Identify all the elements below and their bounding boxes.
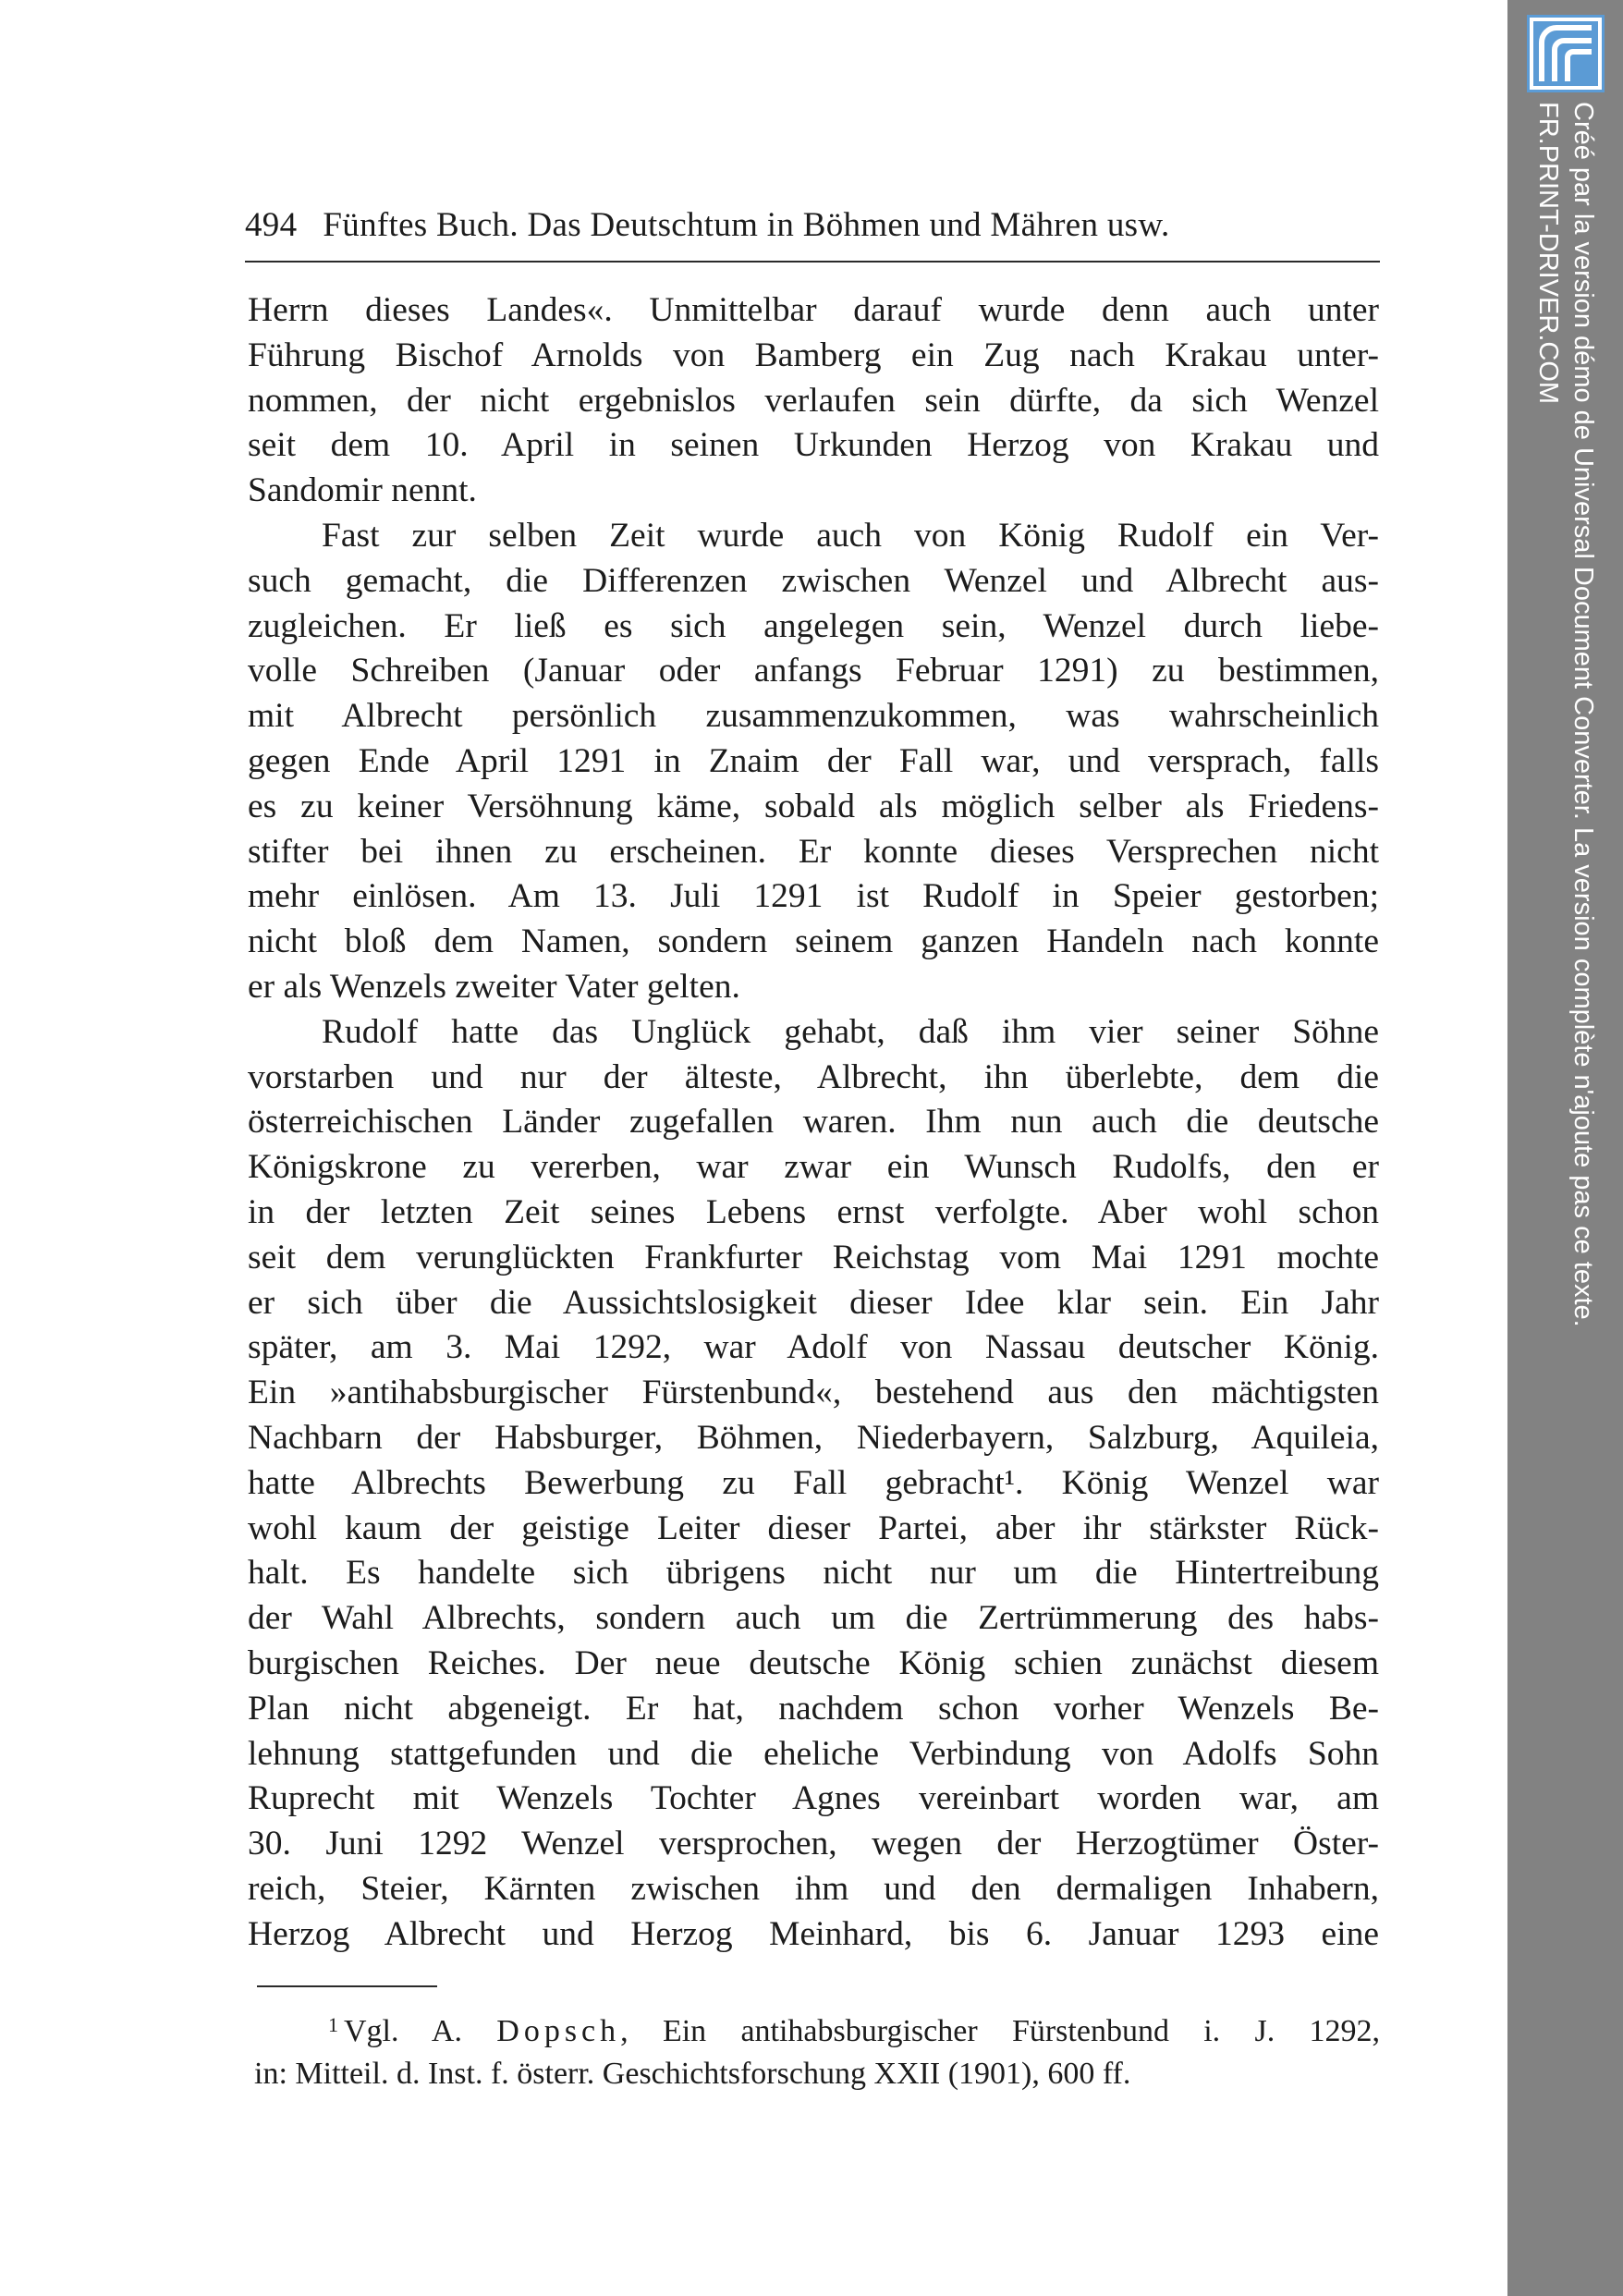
text-line: such gemacht, die Differenzen zwischen Wenzel und Albrecht aus- xyxy=(248,561,1379,600)
text-line: reich, Steier, Kärnten zwischen ihm und den dermaligen Inhabern, xyxy=(248,1869,1379,1908)
text-line: später, am 3. Mai 1292, war Adolf von Nassau deutscher König. xyxy=(248,1328,1379,1367)
paragraph-1 xyxy=(248,288,1379,514)
text-line: Herzog Albrecht und Herzog Meinhard, bis 6. Januar 1293 eine xyxy=(248,1914,1379,1953)
text-line: halt. Es handelte sich übrigens nicht nur um die Hintertreibung xyxy=(248,1554,1379,1593)
text-line: mit Albrecht persönlich zusammenzukommen, was wahrscheinlich xyxy=(248,697,1379,736)
text-line: Rudolf hatte das Unglück gehabt, daß ihm vier seiner Söhne xyxy=(322,1012,1379,1051)
watermark-line-2: FR.PRINT-DRIVER.COM xyxy=(1533,102,1563,405)
text-line: Fast zur selben Zeit wurde auch von König Rudolf ein Ver- xyxy=(322,516,1379,555)
watermark-text xyxy=(1518,102,1614,1414)
text-line: Sandomir nennt. xyxy=(248,471,477,510)
footnote-text: Vgl. A. xyxy=(344,2014,497,2048)
text-line: der Wahl Albrechts, sondern auch um die Zertrümmerung des habs- xyxy=(248,1599,1379,1638)
text-line: wohl kaum der geistige Leiter dieser Partei, aber ihr stärkster Rück- xyxy=(248,1508,1379,1547)
text-line: nicht bloß dem Namen, sondern seinem ganzen Handeln nach konnte xyxy=(248,922,1379,961)
footnote-text: , Ein antihabsburgischer Fürstenbund i. J. 1292, xyxy=(620,2014,1380,2048)
text-line: Plan nicht abgeneigt. Er hat, nachdem schon vorher Wenzels Be- xyxy=(248,1689,1379,1728)
text-line: mehr einlösen. Am 13. Juli 1291 ist Rudolf in Speier gestorben; xyxy=(248,877,1379,916)
text-line: es zu keiner Versöhnung käme, sobald als möglich selber als Friedens- xyxy=(248,787,1379,825)
text-line: Königskrone zu vererben, war zwar ein Wunsch Rudolfs, den er xyxy=(248,1148,1379,1187)
text-line: Ruprecht mit Wenzels Tochter Agnes vereinbart worden war, am xyxy=(248,1779,1379,1818)
footnote-marker: 1 xyxy=(328,2013,338,2036)
text-line: nommen, der nicht ergebnislos verlaufen sein dürfte, da sich Wenzel xyxy=(248,381,1379,420)
footnote-author: Dopsch xyxy=(496,2014,621,2048)
footnote-reference-line: hatte Albrechts Bewerbung zu Fall gebracht¹. König Wenzel war xyxy=(248,1463,1379,1502)
footnote-line-1 xyxy=(254,2004,1380,2053)
watermark-line-1: Créé par la version démo de Universal Document Converter. La version complète n'ajoute pas ce texte. xyxy=(1568,102,1598,1327)
paragraph-3 xyxy=(248,1010,1379,1958)
document-converter-logo-icon xyxy=(1527,15,1605,92)
text-line: 30. Juni 1292 Wenzel versprochen, wegen der Herzogtümer Öster- xyxy=(248,1825,1379,1863)
footnote xyxy=(254,2004,1380,2095)
footnote-rule xyxy=(257,1985,437,1987)
text-line: volle Schreiben (Januar oder anfangs Februar 1291) zu bestimmen, xyxy=(248,652,1379,690)
running-header xyxy=(245,205,1391,245)
footnote-line-2: in: Mitteil. d. Inst. f. österr. Geschichtsforschung XXII (1901), 600 ff. xyxy=(254,2057,1131,2091)
text-line: zugleichen. Er ließ es sich angelegen sein, Wenzel durch liebe- xyxy=(248,606,1379,645)
text-line: seit dem 10. April in seinen Urkunden Herzog von Krakau und xyxy=(248,426,1379,465)
header-rule xyxy=(245,261,1380,263)
running-title: Fünftes Buch. Das Deutschtum in Böhmen und Mähren usw. xyxy=(323,206,1170,244)
text-line: er als Wenzels zweiter Vater gelten. xyxy=(248,967,740,1006)
text-line: vorstarben und nur der älteste, Albrecht, ihn überlebte, dem die xyxy=(248,1057,1379,1096)
text-line: burgischen Reiches. Der neue deutsche König schien zunächst diesem xyxy=(248,1643,1379,1682)
text-line: Ein »antihabsburgischer Fürstenbund«, bestehend aus den mächtigsten xyxy=(248,1374,1379,1412)
text-line: lehnung stattgefunden und die eheliche Verbindung von Adolfs Sohn xyxy=(248,1734,1379,1773)
text-line: in der letzten Zeit seines Lebens ernst verfolgte. Aber wohl schon xyxy=(248,1192,1379,1231)
text-line: Herrn dieses Landes«. Unmittelbar darauf wurde denn auch unter xyxy=(248,291,1379,329)
text-line: er sich über die Aussichtslosigkeit dieser Idee klar sein. Ein Jahr xyxy=(248,1283,1379,1322)
text-line: Führung Bischof Arnolds von Bamberg ein Zug nach Krakau unter- xyxy=(248,336,1379,374)
page-number: 494 xyxy=(245,206,298,244)
text-line: Nachbarn der Habsburger, Böhmen, Niederbayern, Salzburg, Aquileia, xyxy=(248,1418,1379,1457)
body-text xyxy=(248,288,1379,1957)
text-line: gegen Ende April 1291 in Znaim der Fall war, und versprach, falls xyxy=(248,741,1379,780)
paragraph-2 xyxy=(248,514,1379,1010)
text-line: seit dem verunglückten Frankfurter Reichstag vom Mai 1291 mochte xyxy=(248,1238,1379,1276)
text-line: stifter bei ihnen zu erscheinen. Er konnte dieses Versprechen nicht xyxy=(248,832,1379,871)
text-line: österreichischen Länder zugefallen waren. Ihm nun auch die deutsche xyxy=(248,1103,1379,1142)
